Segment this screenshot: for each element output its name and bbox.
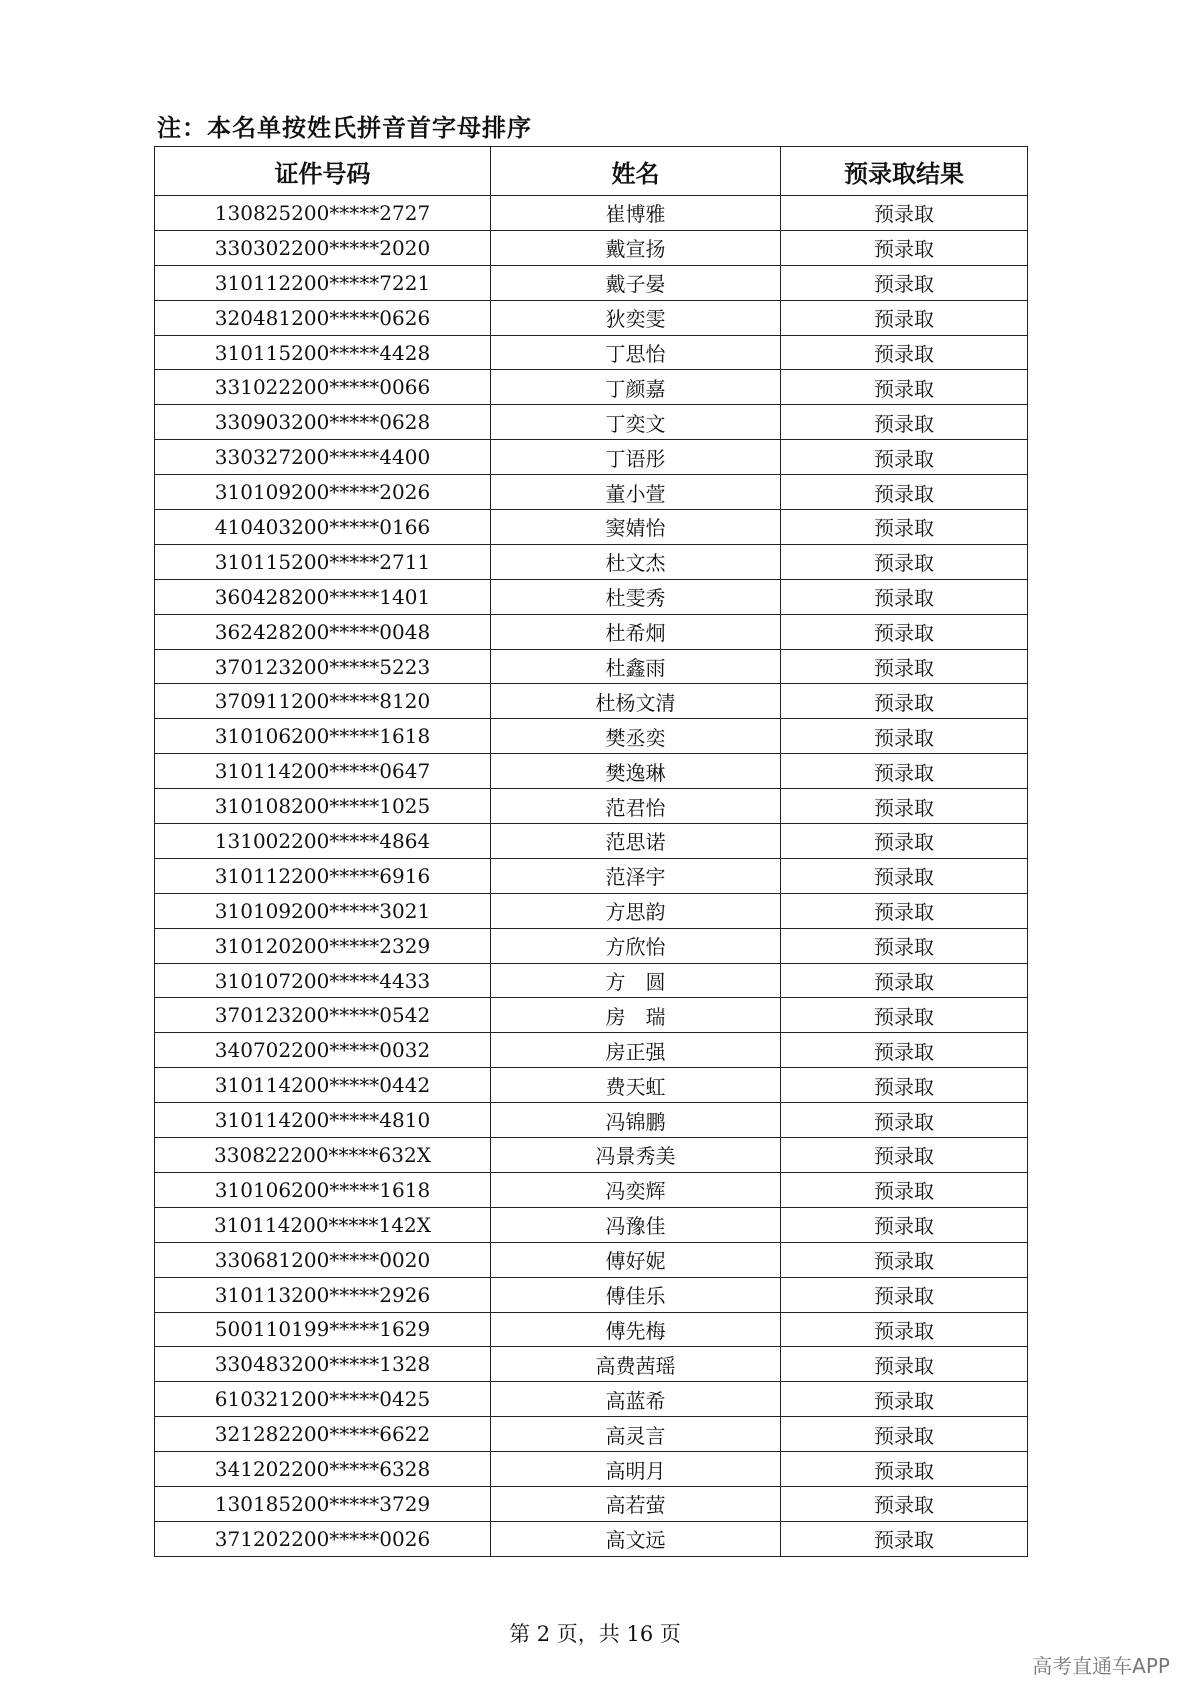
cell-id-number: 330327200*****4400: [155, 440, 491, 475]
list-note: 注：本名单按姓氏拼音首字母排序: [157, 114, 532, 142]
cell-id-number: 341202200*****6328: [155, 1452, 491, 1487]
cell-id-number: 310108200*****1025: [155, 789, 491, 824]
table-row: [155, 405, 1028, 440]
cell-id-number: 321282200*****6622: [155, 1417, 491, 1452]
cell-name: 窦婧怡: [491, 510, 781, 545]
table-row: [155, 789, 1028, 824]
cell-result: 预录取: [781, 1242, 1028, 1277]
cell-id-number: 310114200*****4810: [155, 1103, 491, 1138]
cell-name: 范君怡: [491, 789, 781, 824]
cell-id-number: 330681200*****0020: [155, 1242, 491, 1277]
cell-id-number: 320481200*****0626: [155, 300, 491, 335]
table-row: [155, 1521, 1028, 1556]
cell-name: 方思韵: [491, 893, 781, 928]
watermark: 高考直通车APP: [1032, 1654, 1170, 1678]
table-row: [155, 475, 1028, 510]
cell-name: 丁语彤: [491, 440, 781, 475]
cell-id-number: 130825200*****2727: [155, 196, 491, 231]
table-row: [155, 858, 1028, 893]
cell-result: 预录取: [781, 230, 1028, 265]
table-row: [155, 300, 1028, 335]
cell-result: 预录取: [781, 1521, 1028, 1556]
cell-name: 傅佳乐: [491, 1277, 781, 1312]
cell-result: 预录取: [781, 510, 1028, 545]
table-row: [155, 579, 1028, 614]
cell-id-number: 410403200*****0166: [155, 510, 491, 545]
table-row: [155, 1347, 1028, 1382]
cell-result: 预录取: [781, 370, 1028, 405]
table-row: [155, 265, 1028, 300]
table-row: [155, 1068, 1028, 1103]
cell-result: 预录取: [781, 963, 1028, 998]
cell-result: 预录取: [781, 614, 1028, 649]
cell-result: 预录取: [781, 335, 1028, 370]
cell-name: 杜雯秀: [491, 579, 781, 614]
cell-id-number: 371202200*****0026: [155, 1521, 491, 1556]
cell-result: 预录取: [781, 1417, 1028, 1452]
cell-id-number: 310112200*****7221: [155, 265, 491, 300]
table-row: [155, 719, 1028, 754]
cell-name: 高灵言: [491, 1417, 781, 1452]
cell-name: 冯锦鹏: [491, 1103, 781, 1138]
cell-result: 预录取: [781, 1277, 1028, 1312]
cell-name: 冯豫佳: [491, 1207, 781, 1242]
cell-id-number: 310113200*****2926: [155, 1277, 491, 1312]
table-row: [155, 230, 1028, 265]
cell-result: 预录取: [781, 789, 1028, 824]
cell-result: 预录取: [781, 475, 1028, 510]
cell-result: 预录取: [781, 1068, 1028, 1103]
table-header-row: [155, 147, 1028, 196]
cell-name: 高明月: [491, 1452, 781, 1487]
cell-id-number: 310115200*****4428: [155, 335, 491, 370]
cell-result: 预录取: [781, 1452, 1028, 1487]
table-row: [155, 963, 1028, 998]
cell-name: 费天虹: [491, 1068, 781, 1103]
cell-id-number: 310107200*****4433: [155, 963, 491, 998]
cell-name: 樊丞奕: [491, 719, 781, 754]
table-row: [155, 1312, 1028, 1347]
cell-result: 预录取: [781, 754, 1028, 789]
cell-name: 高若萤: [491, 1486, 781, 1521]
cell-result: 预录取: [781, 1382, 1028, 1417]
table-row: [155, 1486, 1028, 1521]
cell-id-number: 310120200*****2329: [155, 928, 491, 963]
cell-id-number: 330822200*****632X: [155, 1138, 491, 1173]
table-row: [155, 684, 1028, 719]
cell-name: 高蓝希: [491, 1382, 781, 1417]
table-row: [155, 1242, 1028, 1277]
cell-name: 杜希炯: [491, 614, 781, 649]
cell-name: 傅好妮: [491, 1242, 781, 1277]
cell-id-number: 360428200*****1401: [155, 579, 491, 614]
cell-name: 冯奕辉: [491, 1172, 781, 1207]
cell-name: 傅先梅: [491, 1312, 781, 1347]
table-row: [155, 614, 1028, 649]
cell-name: 崔博雅: [491, 196, 781, 231]
table-row: [155, 370, 1028, 405]
table-row: [155, 1452, 1028, 1487]
table-row: [155, 510, 1028, 545]
table-row: [155, 824, 1028, 859]
table-row: [155, 544, 1028, 579]
cell-result: 预录取: [781, 858, 1028, 893]
cell-name: 樊逸琳: [491, 754, 781, 789]
cell-name: 戴宣扬: [491, 230, 781, 265]
table-row: [155, 1207, 1028, 1242]
cell-name: 冯景秀美: [491, 1138, 781, 1173]
cell-result: 预录取: [781, 196, 1028, 231]
cell-result: 预录取: [781, 440, 1028, 475]
cell-id-number: 331022200*****0066: [155, 370, 491, 405]
header-name: 姓名: [491, 147, 781, 196]
cell-result: 预录取: [781, 1207, 1028, 1242]
cell-result: 预录取: [781, 824, 1028, 859]
cell-result: 预录取: [781, 544, 1028, 579]
cell-id-number: 310114200*****0647: [155, 754, 491, 789]
cell-name: 狄奕雯: [491, 300, 781, 335]
table-row: [155, 196, 1028, 231]
cell-id-number: 310106200*****1618: [155, 1172, 491, 1207]
cell-id-number: 310106200*****1618: [155, 719, 491, 754]
cell-result: 预录取: [781, 1103, 1028, 1138]
table-row: [155, 998, 1028, 1033]
cell-id-number: 370911200*****8120: [155, 684, 491, 719]
cell-name: 丁奕文: [491, 405, 781, 440]
table-row: [155, 1033, 1028, 1068]
table-row: [155, 928, 1028, 963]
cell-name: 丁思怡: [491, 335, 781, 370]
cell-id-number: 370123200*****5223: [155, 649, 491, 684]
cell-name: 杜杨文清: [491, 684, 781, 719]
header-result: 预录取结果: [781, 147, 1028, 196]
cell-name: 方欣怡: [491, 928, 781, 963]
cell-result: 预录取: [781, 1312, 1028, 1347]
cell-id-number: 610321200*****0425: [155, 1382, 491, 1417]
cell-id-number: 330483200*****1328: [155, 1347, 491, 1382]
cell-id-number: 340702200*****0032: [155, 1033, 491, 1068]
cell-result: 预录取: [781, 649, 1028, 684]
table-row: [155, 1103, 1028, 1138]
table-row: [155, 1172, 1028, 1207]
cell-id-number: 500110199*****1629: [155, 1312, 491, 1347]
table-row: [155, 1138, 1028, 1173]
cell-id-number: 310109200*****3021: [155, 893, 491, 928]
table-row: [155, 893, 1028, 928]
cell-result: 预录取: [781, 579, 1028, 614]
cell-result: 预录取: [781, 405, 1028, 440]
cell-id-number: 310109200*****2026: [155, 475, 491, 510]
cell-name: 房正强: [491, 1033, 781, 1068]
header-id-number: 证件号码: [155, 147, 491, 196]
cell-id-number: 131002200*****4864: [155, 824, 491, 859]
cell-result: 预录取: [781, 1347, 1028, 1382]
cell-name: 董小萱: [491, 475, 781, 510]
cell-id-number: 310114200*****0442: [155, 1068, 491, 1103]
cell-name: 高文远: [491, 1521, 781, 1556]
table-row: [155, 335, 1028, 370]
cell-name: 高费茜瑶: [491, 1347, 781, 1382]
cell-id-number: 310114200*****142X: [155, 1207, 491, 1242]
page-number: 第 2 页，共 16 页: [509, 1622, 681, 1646]
cell-result: 预录取: [781, 300, 1028, 335]
cell-result: 预录取: [781, 1172, 1028, 1207]
cell-id-number: 310112200*****6916: [155, 858, 491, 893]
table-row: [155, 754, 1028, 789]
table-row: [155, 1382, 1028, 1417]
cell-id-number: 330903200*****0628: [155, 405, 491, 440]
cell-id-number: 310115200*****2711: [155, 544, 491, 579]
cell-id-number: 370123200*****0542: [155, 998, 491, 1033]
cell-id-number: 362428200*****0048: [155, 614, 491, 649]
cell-result: 预录取: [781, 265, 1028, 300]
cell-result: 预录取: [781, 893, 1028, 928]
cell-result: 预录取: [781, 1486, 1028, 1521]
cell-result: 预录取: [781, 1138, 1028, 1173]
cell-name: 方 圆: [491, 963, 781, 998]
table-row: [155, 440, 1028, 475]
cell-result: 预录取: [781, 684, 1028, 719]
table-row: [155, 1417, 1028, 1452]
cell-name: 杜鑫雨: [491, 649, 781, 684]
cell-id-number: 130185200*****3729: [155, 1486, 491, 1521]
cell-name: 丁颜嘉: [491, 370, 781, 405]
admission-table: [154, 146, 1028, 1557]
table-row: [155, 649, 1028, 684]
cell-name: 房 瑞: [491, 998, 781, 1033]
cell-result: 预录取: [781, 998, 1028, 1033]
cell-name: 杜文杰: [491, 544, 781, 579]
cell-name: 范思诺: [491, 824, 781, 859]
cell-result: 预录取: [781, 1033, 1028, 1068]
table-row: [155, 1277, 1028, 1312]
cell-result: 预录取: [781, 928, 1028, 963]
cell-name: 戴子晏: [491, 265, 781, 300]
cell-result: 预录取: [781, 719, 1028, 754]
cell-id-number: 330302200*****2020: [155, 230, 491, 265]
cell-name: 范泽宇: [491, 858, 781, 893]
